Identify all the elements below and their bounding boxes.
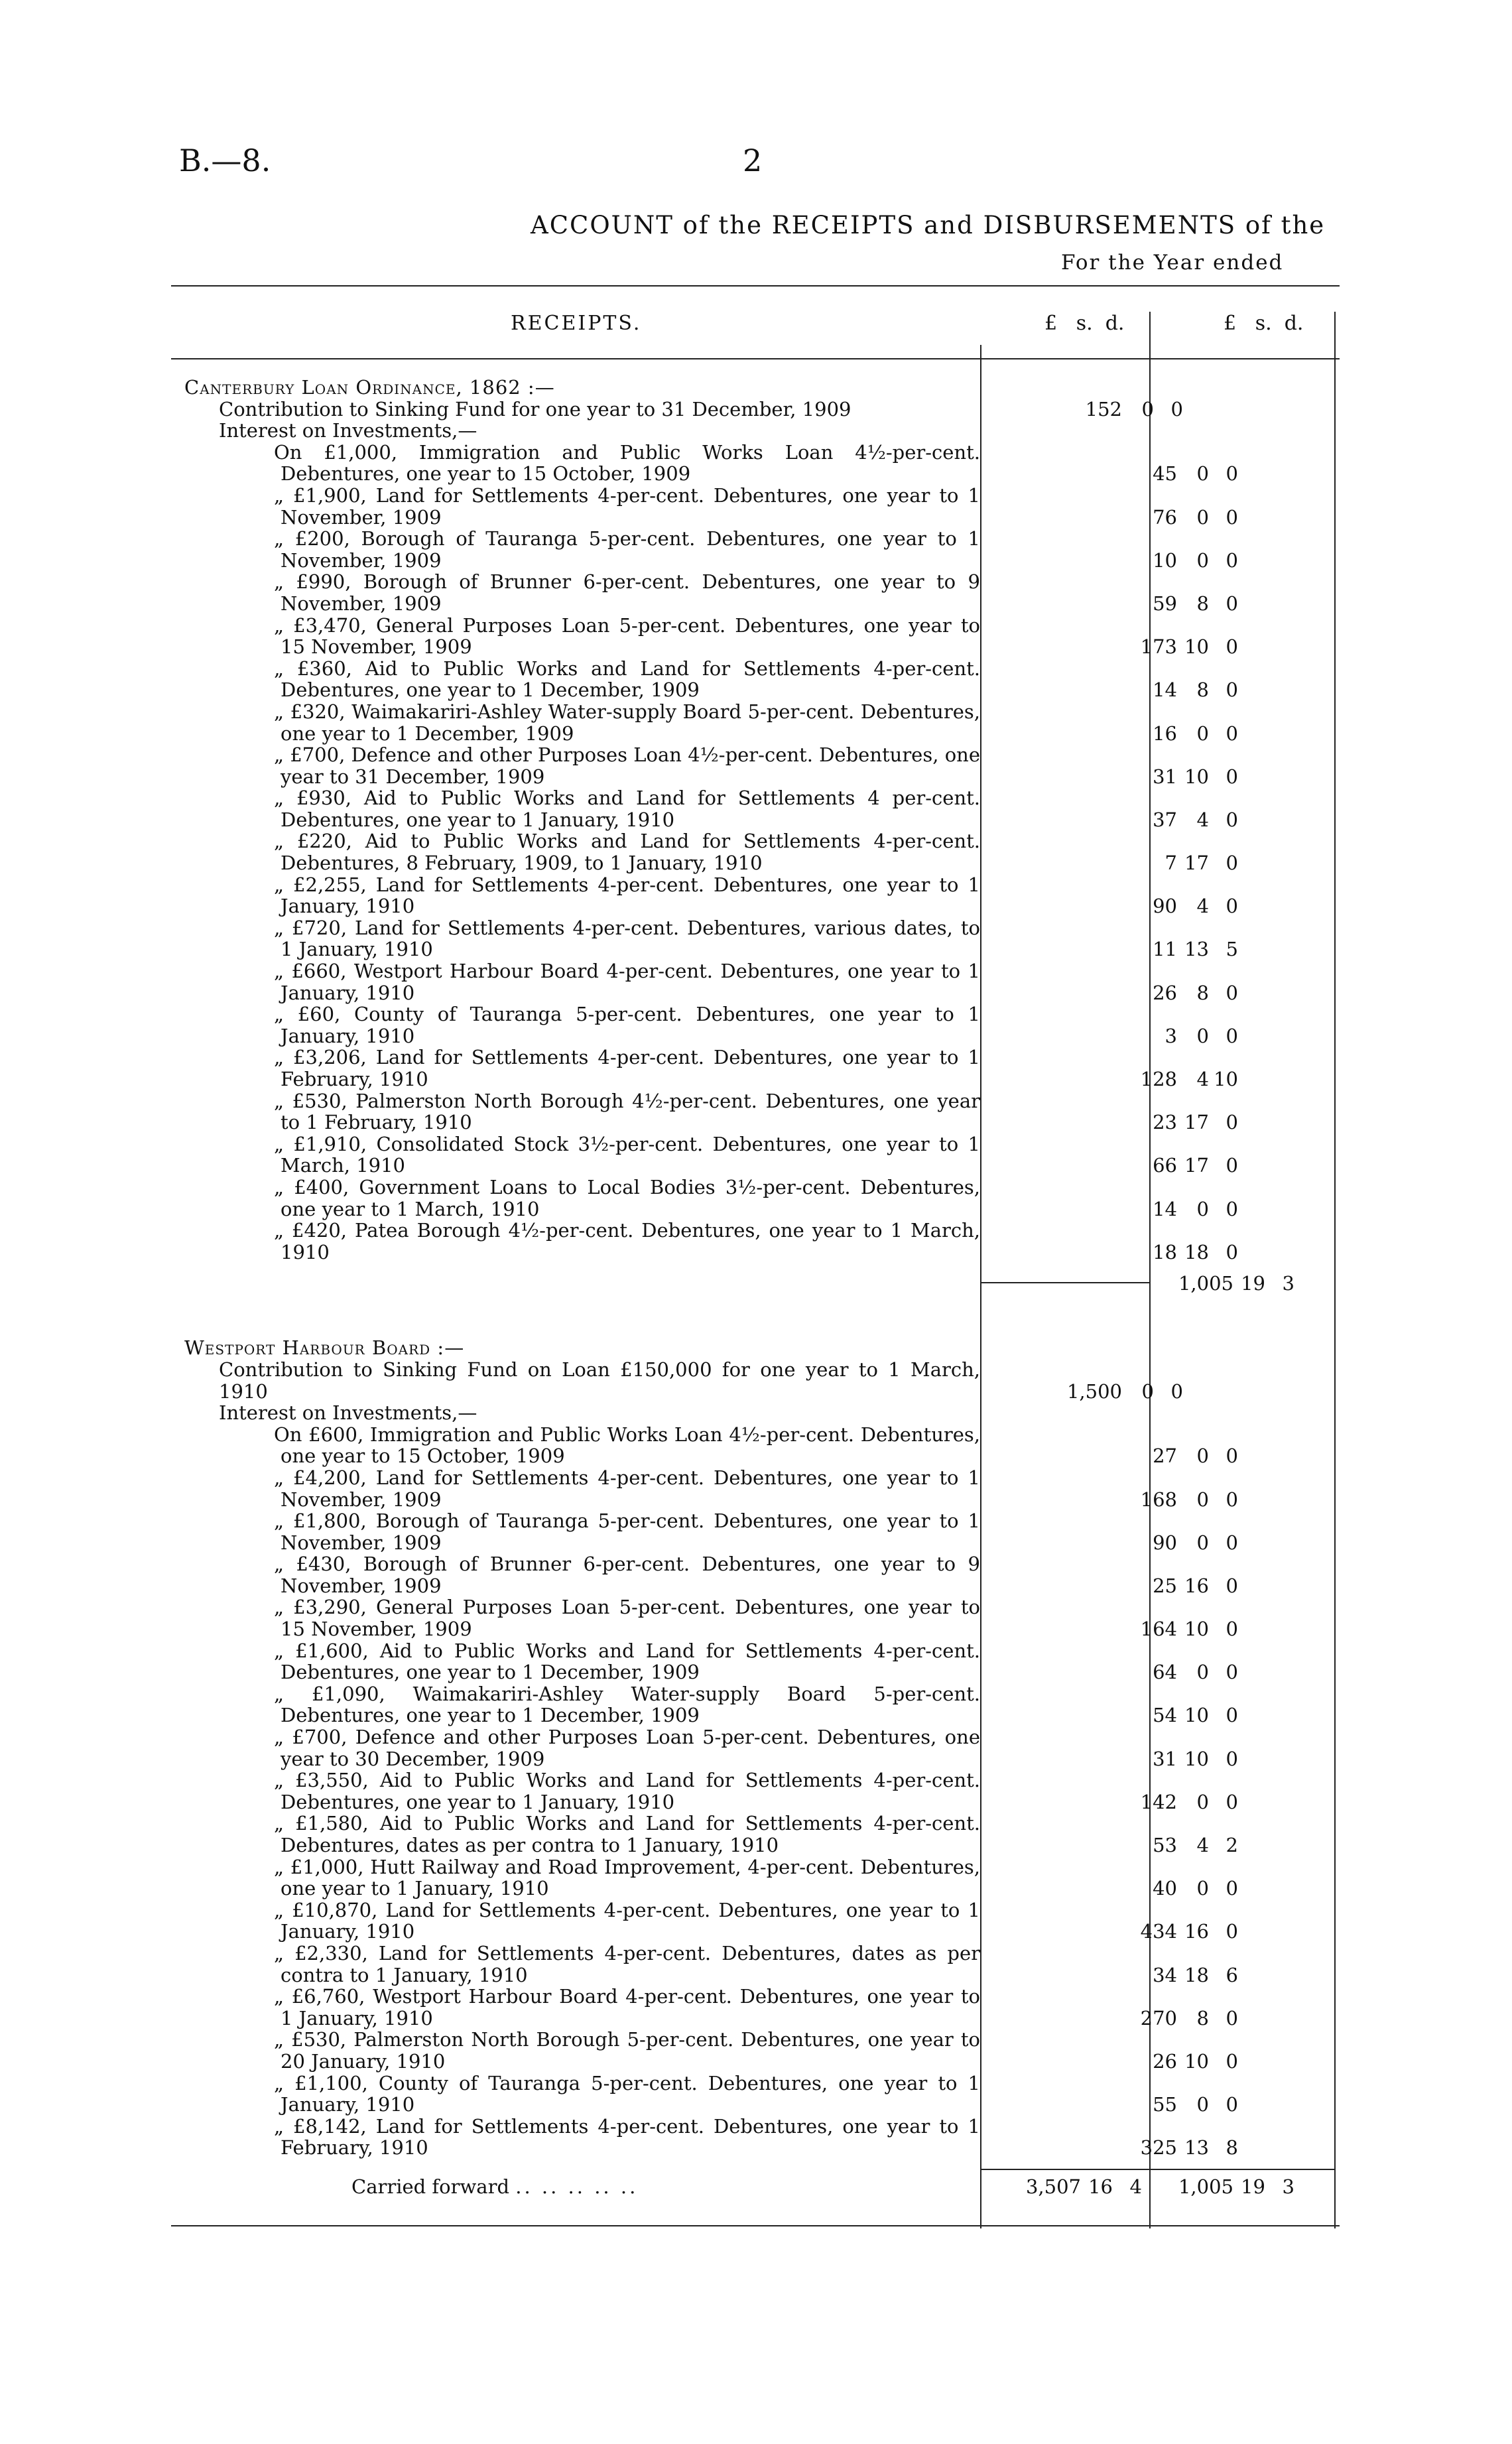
investment-row: „ £6,760, Westport Harbour Board 4-per-cent. Debentures, one year to 1 January, 1910 270 8 0 [281, 1986, 980, 2029]
interest-label: Interest on Investments,— [219, 1401, 477, 1425]
investment-row: „ £3,470, General Purposes Loan 5-per-cent. Debentures, one year to 15 November, 1909 173 10 0 [281, 615, 980, 658]
top-rule [171, 285, 1340, 287]
investment-row: „ £10,870, Land for Settlements 4-per-cent. Debentures, one year to 1 January, 1910 434 16 0 [281, 1899, 980, 1943]
entry-amount: 45 0 0 [1153, 462, 1238, 485]
investment-row: „ £1,000, Hutt Railway and Road Improvement, 4-per-cent. Debentures, one year to 1 January, 1910 40 0 0 [281, 1856, 980, 1899]
total-shillings: 19 [1241, 1272, 1265, 1295]
investment-row: „ £1,600, Aid to Public Works and Land for Settlements 4-per-cent. Debentures, one year to 1 December, 1909 64 0 0 [281, 1640, 980, 1683]
investment-row: „ £360, Aid to Public Works and Land for Settlements 4-per-cent. Debentures, one year to 1 December, 1909 14 8 0 [281, 658, 980, 701]
contribution-row: Contribution to Sinking Fund for one year to 31 December, 1909 152 0 0 [219, 399, 980, 420]
total-pounds: 1,005 [1178, 1272, 1233, 1295]
entry-amount: 26 10 0 [1153, 2049, 1238, 2073]
entry-amount: 434 16 0 [1140, 1920, 1238, 1943]
investment-row: „ £2,330, Land for Settlements 4-per-cent. Debentures, dates as per contra to 1 January, 1910 34 18 6 [281, 1943, 980, 1986]
entry-amount: 66 17 0 [1153, 1154, 1238, 1177]
entry-amount: 27 0 0 [1153, 1445, 1238, 1468]
entry-amount: 76 0 0 [1153, 505, 1238, 529]
entry-amount: 14 0 0 [1153, 1197, 1238, 1220]
investment-row: „ £930, Aid to Public Works and Land for Settlements 4 per-cent. Debentures, one year to 1 January, 1910 37 4 0 [281, 787, 980, 830]
investment-row: „ £4,200, Land for Settlements 4-per-cent. Debentures, one year to 1 November, 1909 168 0 0 [281, 1467, 980, 1510]
page-number: 2 [743, 143, 763, 178]
entry-amount: 34 18 6 [1153, 1963, 1238, 1986]
entry-amount: 55 0 0 [1153, 2093, 1238, 2116]
entry-amount: 53 4 2 [1153, 1834, 1238, 1856]
investment-row: „ £430, Borough of Brunner 6-per-cent. Debentures, one year to 9 November, 1909 25 16 0 [281, 1553, 980, 1596]
carried-forward-rule-1 [981, 2169, 1149, 2170]
entry-amount: 37 4 0 [1153, 808, 1238, 831]
investment-row: „ £700, Defence and other Purposes Loan 5-per-cent. Debentures, one year to 30 December, 1909 31 10 0 [281, 1726, 980, 1769]
entry-amount: 31 10 0 [1153, 765, 1238, 788]
carried-forward-subtotal: 3,507 16 4 [1025, 2175, 1142, 2198]
investment-row: „ £660, Westport Harbour Board 4-per-cent. Debentures, one year to 1 January, 1910 26 8 0 [281, 960, 980, 1003]
page-code: B.—8. [179, 143, 271, 178]
investment-row: „ £530, Palmerston North Borough 4½-per-cent. Debentures, one year to 1 February, 1910 23 17 0 [281, 1090, 980, 1133]
investment-row: „ £3,290, General Purposes Loan 5-per-cent. Debentures, one year to 15 November, 1909 164 10 0 [281, 1596, 980, 1640]
entry-amount: 10 0 0 [1153, 548, 1238, 572]
money-heading-1: £ s. d. [1044, 312, 1125, 335]
entry-amount: 164 10 0 [1140, 1618, 1238, 1641]
carried-forward-rule-2 [1151, 2169, 1334, 2170]
entry-amount: 168 0 0 [1140, 1488, 1238, 1511]
entry-amount: 26 8 0 [1153, 981, 1238, 1004]
entry-amount: 90 0 0 [1153, 1531, 1238, 1554]
contribution-row: Contribution to Sinking Fund on Loan £150,000 for one year to 1 March, 1910 1,500 0 0 [219, 1359, 980, 1402]
entry-amount: 54 10 0 [1153, 1704, 1238, 1727]
entry-amount: 11 13 5 [1153, 938, 1238, 961]
carried-forward-total: 1,005 19 3 [1178, 2175, 1294, 2198]
entry-amount: 7 17 0 [1165, 852, 1238, 875]
entry-amount: 25 16 0 [1153, 1574, 1238, 1597]
entry-amount: 64 0 0 [1153, 1661, 1238, 1684]
investment-row: „ £1,100, County of Tauranga 5-per-cent. Debentures, one year to 1 January, 1910 55 0 0 [281, 2073, 980, 2116]
entry-amount: 23 17 0 [1153, 1111, 1238, 1134]
entry-amount: 325 13 8 [1140, 2136, 1238, 2159]
entry-amount: 3 0 0 [1165, 1024, 1238, 1047]
entry-amount: 14 8 0 [1153, 678, 1238, 702]
section-1-total [1167, 1272, 1294, 1295]
investment-row: „ £200, Borough of Tauranga 5-per-cent. Debentures, one year to 1 November, 1909 10 0 0 [281, 528, 980, 571]
section-title: Canterbury Loan Ordinance, 1862 :— [184, 376, 555, 399]
entry-amount: 18 18 0 [1153, 1240, 1238, 1263]
entry-amount: 31 10 0 [1153, 1747, 1238, 1770]
column-divider-1 [980, 345, 981, 2228]
entry-amount: 152 0 0 [1085, 397, 1183, 420]
investment-row: „ £1,910, Consolidated Stock 3½-per-cent. Debentures, one year to 1 March, 1910 66 17 0 [281, 1133, 980, 1177]
investment-row: „ £3,206, Land for Settlements 4-per-cent. Debentures, one year to 1 February, 1910 128 4 10 [281, 1047, 980, 1090]
investment-row: „ £8,142, Land for Settlements 4-per-cent. Debentures, one year to 1 February, 1910 325 13 8 [281, 2116, 980, 2159]
investment-row: „ £60, County of Tauranga 5-per-cent. Debentures, one year to 1 January, 1910 3 0 0 [281, 1003, 980, 1047]
receipts-heading: RECEIPTS. [511, 312, 642, 335]
investment-row: „ £2,255, Land for Settlements 4-per-cent. Debentures, one year to 1 January, 1910 90 4 0 [281, 874, 980, 917]
investment-row: „ £400, Government Loans to Local Bodies 3½-per-cent. Debentures, one year to 1 March, 1910 14 0 0 [281, 1177, 980, 1220]
investment-row: „ £3,550, Aid to Public Works and Land for Settlements 4-per-cent. Debentures, one year to 1 January, 1910 142 0 0 [281, 1769, 980, 1813]
entry-amount: 142 0 0 [1140, 1790, 1238, 1813]
bottom-rule [171, 2225, 1340, 2226]
investment-row: On £600, Immigration and Public Works Loan 4½-per-cent. Debentures, one year to 15 October, 1909 27 0 0 [281, 1424, 980, 1467]
entry-amount: 90 4 0 [1153, 895, 1238, 918]
entry-amount: 1,500 0 0 [1066, 1380, 1183, 1403]
entry-amount: 59 8 0 [1153, 592, 1238, 615]
investment-row: „ £1,090, Waimakariri-Ashley Water-supply Board 5-per-cent. Debentures, one year to 1 December, 1909 54 10 0 [281, 1683, 980, 1726]
investment-row: „ £220, Aid to Public Works and Land for Settlements 4-per-cent. Debentures, 8 February, 1909, to 1 January, 1910 7 17 0 [281, 830, 980, 873]
entry-amount: 173 10 0 [1140, 635, 1238, 659]
interest-label: Interest on Investments,— [219, 419, 477, 442]
investment-row: On £1,000, Immigration and Public Works Loan 4½-per-cent. Debentures, one year to 15 October, 1909 45 0 0 [281, 442, 980, 485]
entry-amount: 16 0 0 [1153, 722, 1238, 745]
investment-row: „ £990, Borough of Brunner 6-per-cent. Debentures, one year to 9 November, 1909 59 8 0 [281, 571, 980, 614]
money-heading-2: £ s. d. [1224, 312, 1304, 335]
header-rule [171, 358, 1340, 359]
investment-row: „ £720, Land for Settlements 4-per-cent. Debentures, various dates, to 1 January, 1910 11 13 5 [281, 917, 980, 960]
entry-amount: 128 4 10 [1140, 1068, 1238, 1090]
investment-row: „ £420, Patea Borough 4½-per-cent. Debentures, one year to 1 March, 1910 18 18 0 [281, 1220, 980, 1263]
section-1-subtotal-rule [981, 1282, 1149, 1283]
entry-amount: 270 8 0 [1140, 2006, 1238, 2029]
investment-row: „ £320, Waimakariri-Ashley Water-supply Board 5-per-cent. Debentures, one year to 1 December, 1909 16 0 0 [281, 701, 980, 744]
total-pence: 3 [1282, 1272, 1294, 1295]
investment-row: „ £700, Defence and other Purposes Loan 4½-per-cent. Debentures, one year to 31 December, 1909 31 10 0 [281, 744, 980, 787]
entry-amount: 40 0 0 [1153, 1877, 1238, 1900]
investment-row: „ £530, Palmerston North Borough 5-per-cent. Debentures, one year to 20 January, 1910 26 10 0 [281, 2029, 980, 2072]
account-subtitle: For the Year ended [1061, 251, 1284, 275]
account-title: ACCOUNT of the RECEIPTS and DISBURSEMENTS of the [531, 211, 1326, 239]
investment-row: „ £1,900, Land for Settlements 4-per-cent. Debentures, one year to 1 November, 1909 76 0 0 [281, 485, 980, 528]
investment-row: „ £1,580, Aid to Public Works and Land for Settlements 4-per-cent. Debentures, dates as per contra to 1 January, 1910 53 4 2 [281, 1813, 980, 1856]
investment-row: „ £1,800, Borough of Tauranga 5-per-cent. Debentures, one year to 1 November, 1909 90 0 0 [281, 1510, 980, 1553]
carried-forward-label: Carried forward .. .. .. .. .. [351, 2175, 639, 2198]
section-title: Westport Harbour Board :— [184, 1336, 465, 1360]
